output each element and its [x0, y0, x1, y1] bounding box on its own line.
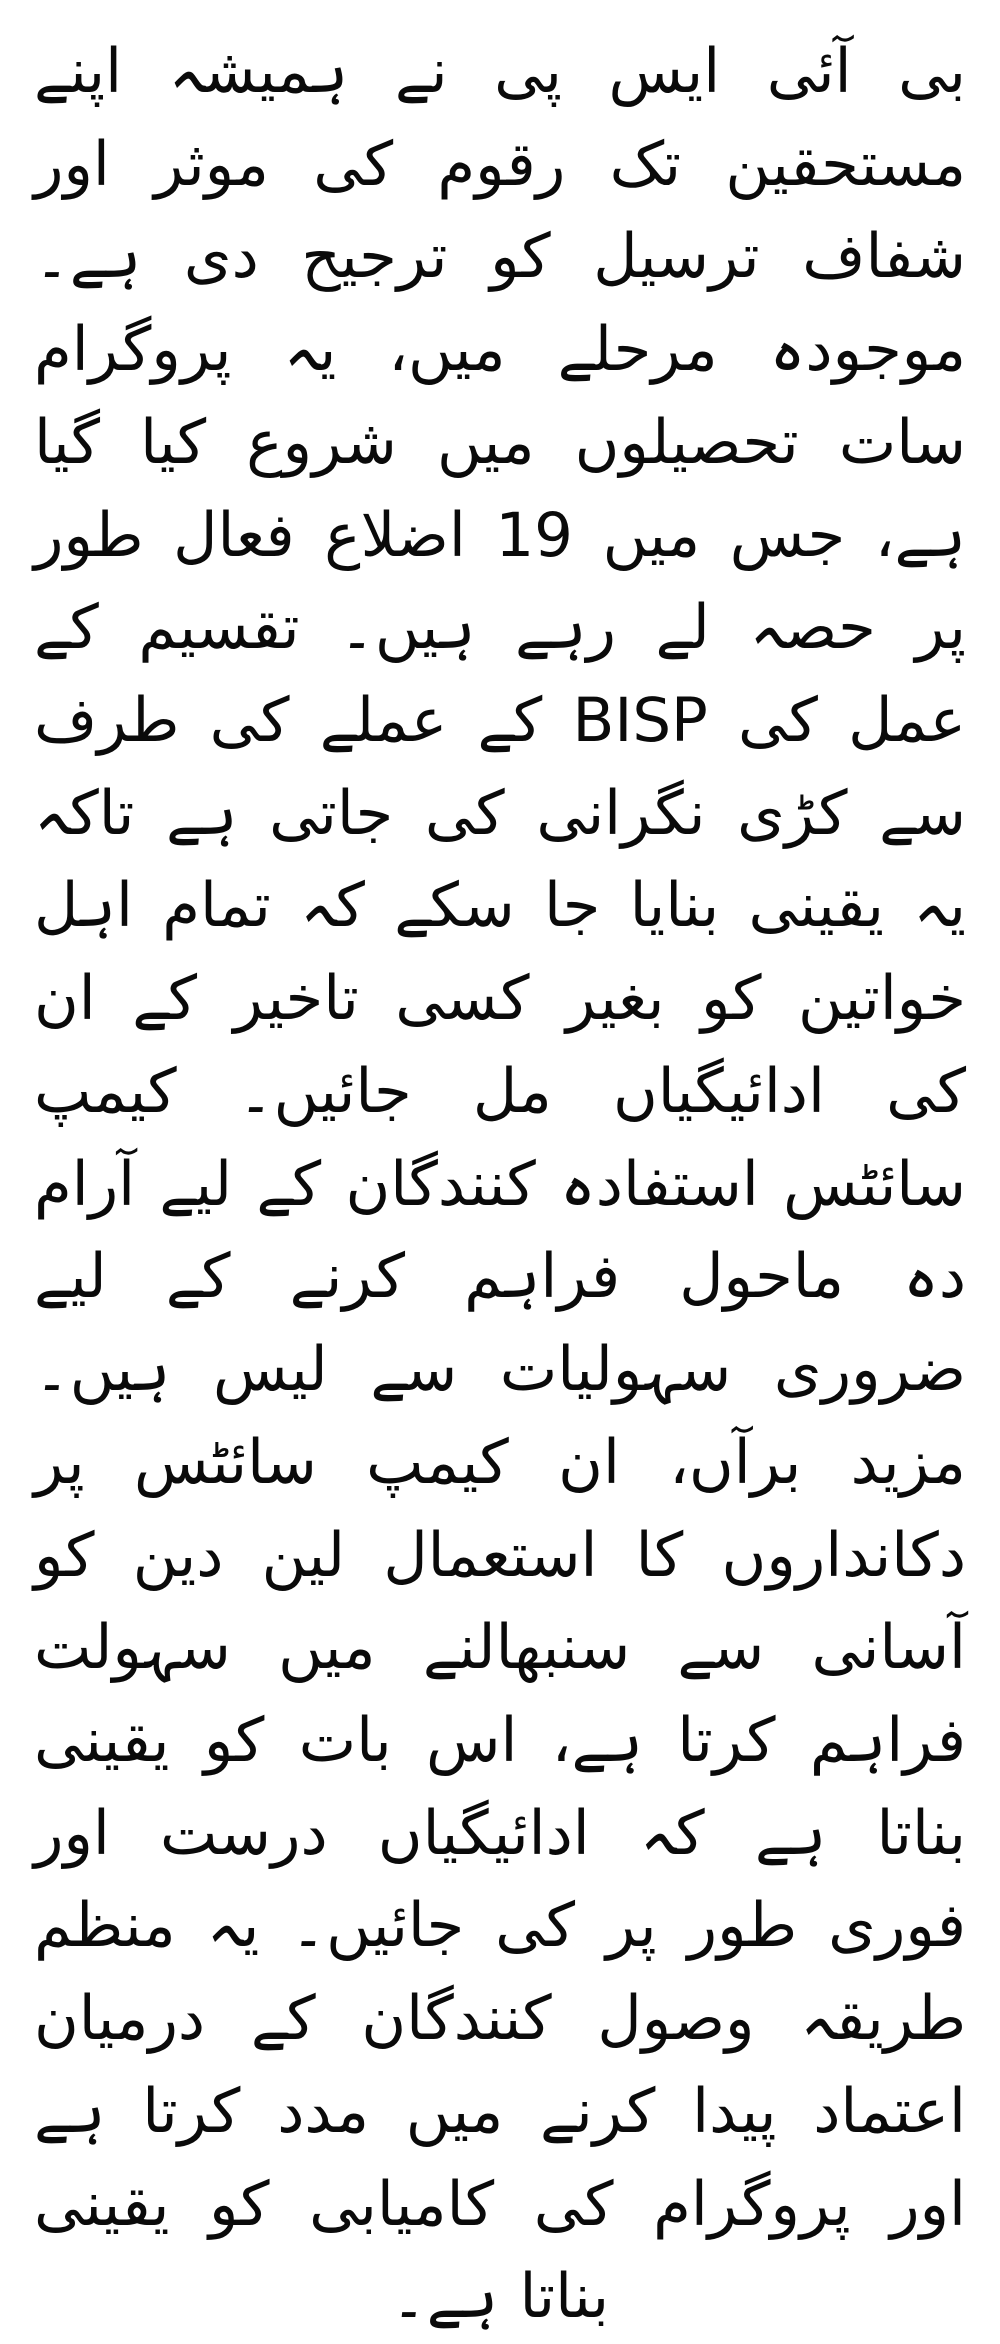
urdu-paragraph — [34, 26, 966, 2344]
body-text: بی آئی ایس پی نے ہمیشہ اپنے مستحقین تک رقوم کی موثر اور شفاف ترسیل کو ترجیح دی ہے۔ موجودہ مرحلے میں، یہ پروگرام سات تحصیلوں میں شروع کیا گیا ہے، جس میں 19 اضلاع فعال طور پر حصہ لے رہے ہیں۔ تقسیم کے عمل کی BISP کے عملے کی طرف سے کڑی نگرانی کی جاتی ہے تاکہ یہ یقینی بنایا جا سکے کہ تمام اہل خواتین کو بغیر کسی تاخیر کے ان کی ادائیگیاں مل جائیں۔ کیمپ سائٹس استفادہ کنندگان کے لیے آرام دہ ماحول فراہم کرنے کے لیے ضروری سہولیات سے لیس ہیں۔ مزید برآں، ان کیمپ سائٹس پر دکانداروں کا استعمال لین دین کو آسانی سے سنبھالنے میں سہولت فراہم کرتا ہے، اس بات کو یقینی بناتا ہے کہ ادائیگیاں درست اور فوری طور پر کی جائیں۔ یہ منظم طریقہ وصول کنندگان کے درمیان اعتماد پیدا کرنے میں مدد کرتا ہے اور پروگرام کی کامیابی کو یقینی بناتا ہے۔ — [34, 36, 966, 2333]
